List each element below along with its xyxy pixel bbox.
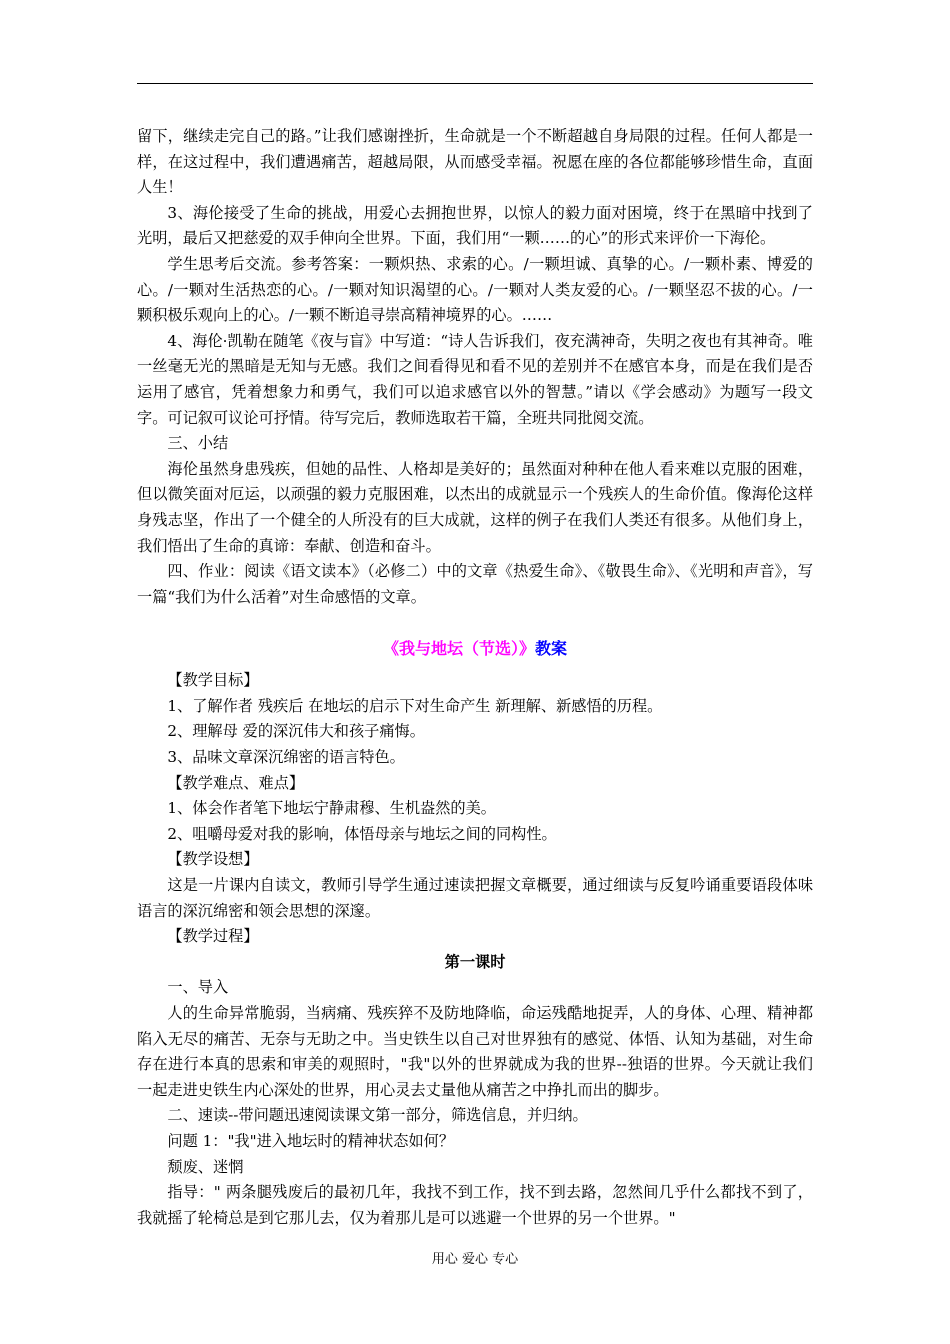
paragraph: 3、海伦接受了生命的挑战，用爱心去拥抱世界，以惊人的毅力面对困境，终于在黑暗中找到了光明，最后又把慈爱的双手伸向全世界。下面，我们用“一颗……的心”的形式来评价一下海伦。: [137, 203, 813, 248]
title-part2: 教案: [535, 639, 568, 659]
section-heading: 【教学目标】: [167, 671, 259, 690]
paragraph: 学生思考后交流。参考答案：一颗炽热、求索的心。/一颗坦诚、真挚的心。/一颗朴素、博爱的心。/一颗对生活热恋的心。/一颗对知识渴望的心。/一颗对人类友爱的心。/一颗坚忍不拔的心。/一颗积极乐观向上的心。/一颗不断追寻崇高精神境界的心。……: [137, 254, 813, 325]
paragraph: 海伦虽然身患残疾，但她的品性、人格却是美好的；虽然面对种种在他人看来难以克服的困难，但以微笑面对厄运，以顽强的毅力克服困难，以杰出的成就显示一个残疾人的生命价值。像海伦这样身残志坚，作出了一个健全的人所没有的巨大成就，这样的例子在我们人类还有很多。从他们身上，我们悟出了生命的真谛：奉献、创造和奋斗。: [137, 459, 813, 555]
list-item: 1、了解作者 残疾后 在地坛的启示下对生命产生 新理解、新感悟的历程。: [167, 696, 663, 715]
paragraph: 问题 1："我"进入地坛时的精神状态如何？: [167, 1131, 455, 1150]
document-body: [137, 124, 813, 1231]
paragraph: 四、作业：阅读《语文读本》（必修二）中的文章《热爱生命》、《敬畏生命》、《光明和声音》，写一篇“我们为什么活着”对生命感悟的文章。: [137, 562, 813, 606]
section-heading: 一、导入: [167, 978, 229, 997]
page-footer: 用心 爱心 专心: [431, 1252, 519, 1267]
title-part1: 《我与地坛（节选）》: [382, 639, 535, 659]
paragraph: 留下，继续走完自己的路。”让我们感谢挫折，生命就是一个不断超越自身局限的过程。任何人都是一样，在这过程中，我们遭遇痛苦，超越局限，从而感受幸福。祝愿在座的各位都能够珍惜生命，直面人生！: [137, 127, 813, 197]
header-rule: [137, 83, 813, 84]
paragraph: 二、速读--带问题迅速阅读课文第一部分，筛选信息，并归纳。: [167, 1106, 588, 1125]
paragraph: 4、海伦·凯勒在随笔《夜与盲》中写道：“诗人告诉我们，夜充满神奇，失明之夜也有其神奇。唯一丝毫无光的黑暗是无知与无感。我们之间看得见和看不见的差别并不在感官本身，而是在我们是否运用了感官，凭着想象力和勇气，我们可以追求感官以外的智慧。”请以《学会感动》为题写一段文字。可记叙可议论可抒情。待写完后，教师选取若干篇，全班共同批阅交流。: [137, 331, 813, 427]
paragraph: 指导：" 两条腿残废后的最初几年，我找不到工作，找不到去路，忽然间几乎什么都找不到了，我就摇了轮椅总是到它那儿去，仅为着那儿是可以逃避一个世界的另一个世界。": [137, 1183, 813, 1227]
section-heading: 【教学设想】: [167, 850, 259, 869]
list-item: 3、品味文章深沉绵密的语言特色。: [167, 748, 405, 767]
section-heading: 【教学过程】: [167, 927, 259, 946]
list-item: 2、理解母 爱的深沉伟大和孩子痛悔。: [167, 722, 425, 741]
list-item: 2、咀嚼母爱对我的影响，体悟母亲与地坛之间的同构性。: [167, 824, 557, 843]
lesson-heading: 第一课时: [444, 952, 506, 971]
paragraph: 颓废、迷惘: [167, 1157, 244, 1176]
document-title: [137, 634, 813, 664]
paragraph: 这是一片课内自读文，教师引导学生通过速读把握文章概要，通过细读与反复吟诵重要语段体味语言的深沉绵密和领会思想的深邃。: [137, 876, 813, 920]
section-heading: 三、小结: [167, 434, 229, 453]
section-heading: 【教学难点、难点】: [167, 773, 305, 792]
paragraph: 人的生命异常脆弱，当病痛、残疾猝不及防地降临，命运残酷地捉弄，人的身体、心理、精神都陷入无尽的痛苦、无奈与无助之中。当史铁生以自己对世界独有的感觉、体悟、认知为基础，对生命存在进行本真的思索和审美的观照时，"我"以外的世界就成为我的世界--独语的世界。今天就让我们一起走进史铁生内心深处的世界，用心灵去丈量他从痛苦之中挣扎而出的脚步。: [137, 1004, 813, 1099]
list-item: 1、体会作者笔下地坛宁静肃穆、生机盎然的美。: [167, 799, 496, 818]
